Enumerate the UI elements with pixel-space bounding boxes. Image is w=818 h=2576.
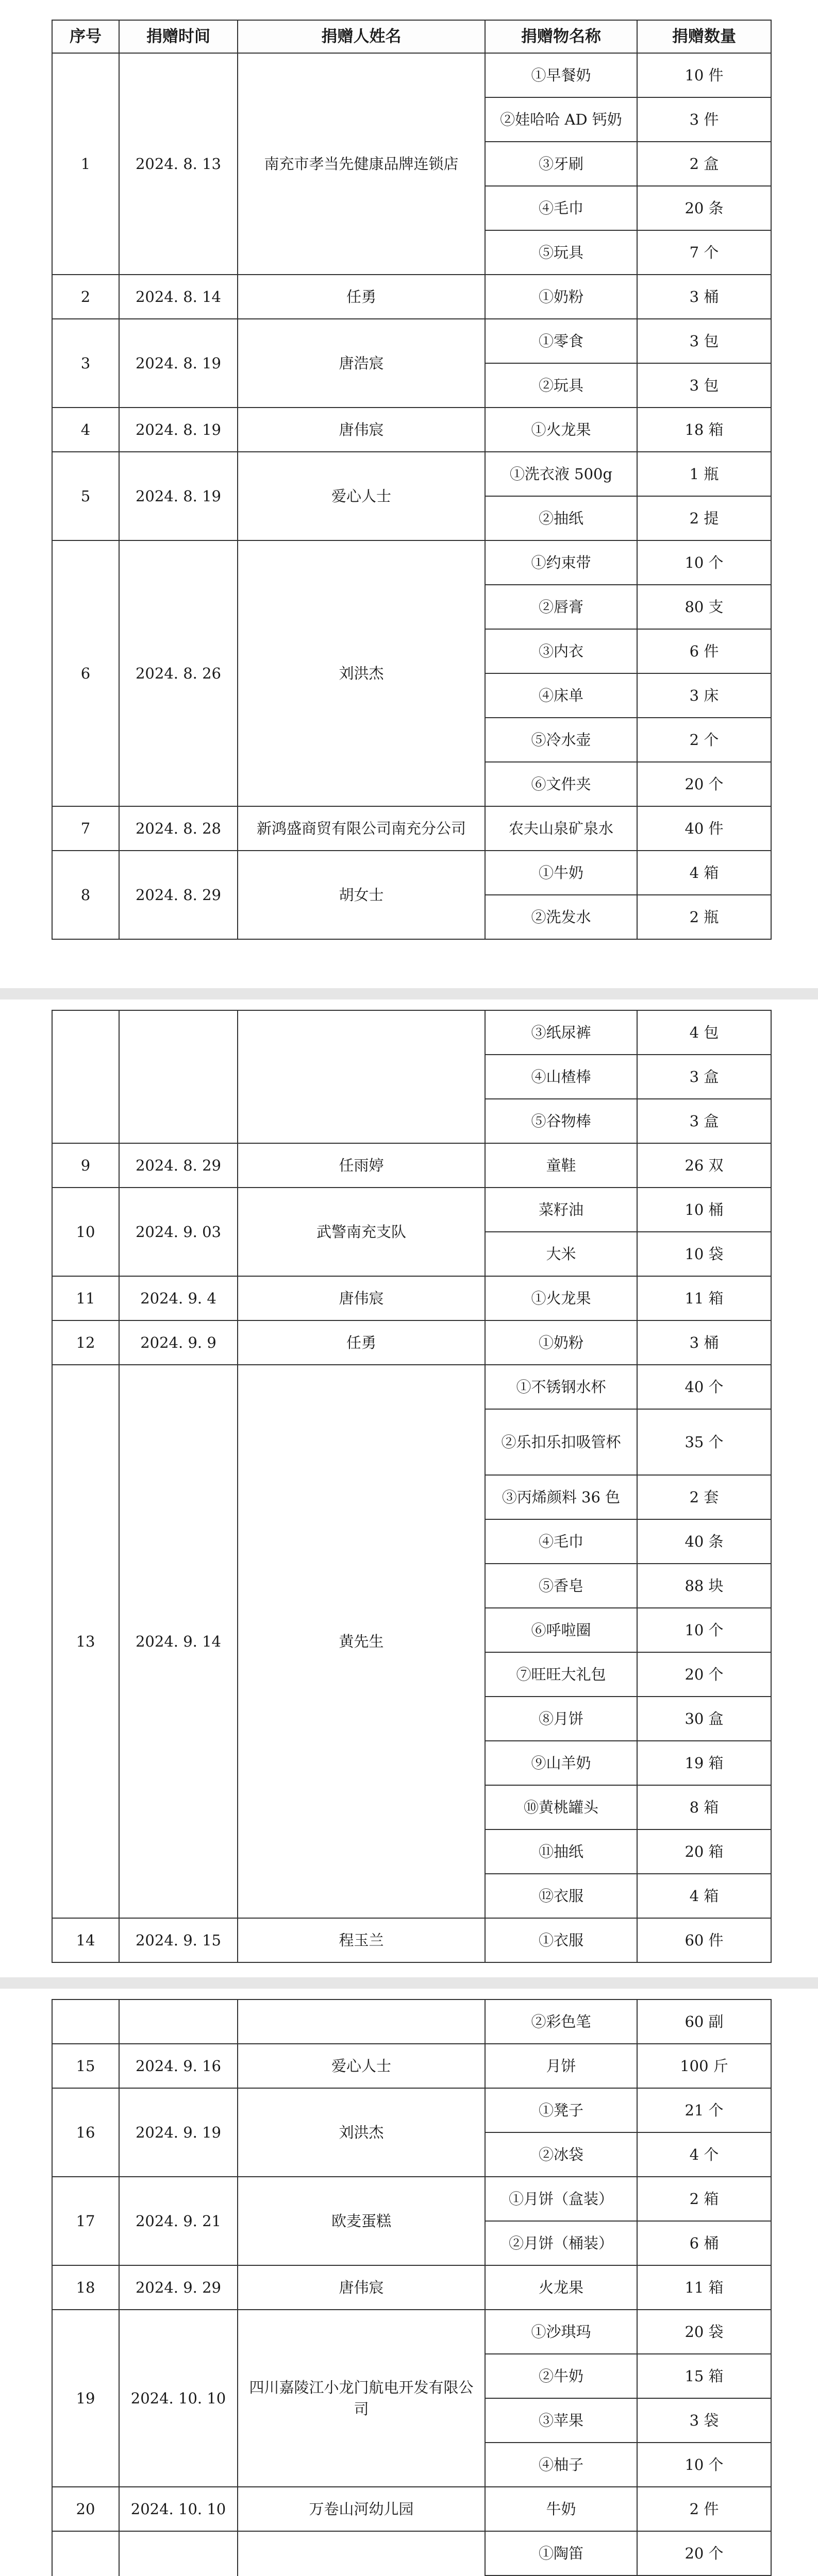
header-donor: 捐赠人姓名 <box>238 20 485 53</box>
item-name-cell: ①火龙果 <box>485 1276 637 1320</box>
item-name-cell: ②娃哈哈 AD 钙奶 <box>485 97 637 142</box>
item-qty-cell: 40 个 <box>637 1365 771 1409</box>
seq-cell <box>52 2531 119 2576</box>
donor-cell: 任勇 <box>238 275 485 319</box>
seq-cell: 11 <box>52 1276 119 1320</box>
seq-cell: 20 <box>52 2487 119 2531</box>
donor-cell <box>238 1010 485 1143</box>
item-qty-cell: 60 副 <box>637 1999 771 2044</box>
seq-cell: 15 <box>52 2044 119 2088</box>
donor-cell: 胡女士 <box>238 851 485 939</box>
seq-cell <box>52 1010 119 1143</box>
item-name-cell: ①月饼（盒装） <box>485 2177 637 2221</box>
donor-cell: 唐伟宸 <box>238 1276 485 1320</box>
donor-cell: 任雨婷 <box>238 1143 485 1188</box>
item-qty-cell: 4 包 <box>637 1010 771 1055</box>
item-name-cell: ③内衣 <box>485 629 637 673</box>
seq-cell: 8 <box>52 851 119 939</box>
item-name-cell: ①约束带 <box>485 540 637 585</box>
item-name-cell: ⑤玩具 <box>485 230 637 275</box>
date-cell <box>119 1999 238 2044</box>
table-row <box>52 275 771 319</box>
date-cell: 2024. 9. 19 <box>119 2088 238 2177</box>
donor-cell: 爱心人士 <box>238 452 485 540</box>
item-qty-cell: 20 个 <box>637 762 771 806</box>
item-qty-cell: 2 箱 <box>637 2177 771 2221</box>
donor-cell <box>238 1999 485 2044</box>
table-row <box>52 1365 771 1409</box>
date-cell: 2024. 9. 4 <box>119 1276 238 1320</box>
item-name-cell: ②牛奶 <box>485 2354 637 2398</box>
item-qty-cell: 4 箱 <box>637 1874 771 1918</box>
item-name-cell: ⑤谷物棒 <box>485 1099 637 1143</box>
item-name-cell: ①火龙果 <box>485 408 637 452</box>
item-qty-cell: 20 箱 <box>637 1829 771 1874</box>
item-qty-cell: 10 个 <box>637 1608 771 1652</box>
item-qty-cell: 100 斤 <box>637 2044 771 2088</box>
item-name-cell: 菜籽油 <box>485 1188 637 1232</box>
item-name-cell: 火龙果 <box>485 2265 637 2310</box>
donation-table-continued <box>52 1999 772 2576</box>
item-qty-cell: 10 桶 <box>637 1188 771 1232</box>
table-row <box>52 1918 771 1962</box>
seq-cell: 3 <box>52 319 119 408</box>
item-qty-cell: 3 袋 <box>637 2398 771 2443</box>
item-name-cell: ⑫衣服 <box>485 1874 637 1918</box>
item-name-cell: ⑤香皂 <box>485 1564 637 1608</box>
item-qty-cell: 20 袋 <box>637 2310 771 2354</box>
donor-cell: 唐伟宸 <box>238 2265 485 2310</box>
item-qty-cell: 21 个 <box>637 2088 771 2132</box>
item-name-cell: ②冰袋 <box>485 2132 637 2177</box>
date-cell: 2024. 8. 19 <box>119 319 238 408</box>
date-cell <box>119 2531 238 2576</box>
seq-cell: 1 <box>52 53 119 275</box>
item-qty-cell: 1 瓶 <box>637 452 771 496</box>
section-1-body <box>52 53 771 939</box>
seq-cell: 12 <box>52 1320 119 1365</box>
seq-cell: 9 <box>52 1143 119 1188</box>
table-row <box>52 2088 771 2132</box>
section-2-body <box>52 1010 771 1962</box>
date-cell: 2024. 8. 29 <box>119 1143 238 1188</box>
date-cell: 2024. 9. 16 <box>119 2044 238 2088</box>
item-qty-cell: 6 桶 <box>637 2221 771 2265</box>
seq-cell: 17 <box>52 2177 119 2265</box>
date-cell: 2024. 8. 13 <box>119 53 238 275</box>
item-qty-cell: 3 包 <box>637 319 771 363</box>
item-qty-cell: 60 件 <box>637 1918 771 1962</box>
seq-cell: 19 <box>52 2310 119 2487</box>
item-name-cell: ④山楂棒 <box>485 1055 637 1099</box>
item-qty-cell: 2 瓶 <box>637 895 771 939</box>
item-qty-cell: 3 桶 <box>637 275 771 319</box>
item-qty-cell: 10 袋 <box>637 1232 771 1276</box>
item-qty-cell: 3 床 <box>637 673 771 718</box>
table-row <box>52 1010 771 1055</box>
item-name-cell: ②乐扣乐扣吸管杯 <box>485 1409 637 1475</box>
donor-cell: 万卷山河幼儿园 <box>238 2487 485 2531</box>
seq-cell: 6 <box>52 540 119 806</box>
table-row <box>52 851 771 895</box>
donor-cell: 唐伟宸 <box>238 408 485 452</box>
item-qty-cell: 2 件 <box>637 2487 771 2531</box>
item-name-cell: ②彩色笔 <box>485 1999 637 2044</box>
item-qty-cell: 35 个 <box>637 1409 771 1475</box>
seq-cell: 18 <box>52 2265 119 2310</box>
item-name-cell: ⑩黄桃罐头 <box>485 1785 637 1829</box>
item-qty-cell: 2 提 <box>637 496 771 540</box>
donor-cell: 任勇 <box>238 1320 485 1365</box>
item-qty-cell: 19 箱 <box>637 1741 771 1785</box>
date-cell: 2024. 9. 15 <box>119 1918 238 1962</box>
table-row <box>52 1320 771 1365</box>
header-item: 捐赠物名称 <box>485 20 637 53</box>
item-name-cell: ③苹果 <box>485 2398 637 2443</box>
item-qty-cell: 40 件 <box>637 806 771 851</box>
item-qty-cell: 80 支 <box>637 585 771 629</box>
donor-cell: 程玉兰 <box>238 1918 485 1962</box>
seq-cell: 7 <box>52 806 119 851</box>
donor-cell: 四川嘉陵江小龙门航电开发有限公司 <box>238 2310 485 2487</box>
item-name-cell: ①零食 <box>485 319 637 363</box>
item-qty-cell: 11 箱 <box>637 1276 771 1320</box>
seq-cell: 16 <box>52 2088 119 2177</box>
item-name-cell: 童鞋 <box>485 1143 637 1188</box>
table-row <box>52 2310 771 2354</box>
item-qty-cell: 3 件 <box>637 97 771 142</box>
item-qty-cell: 20 条 <box>637 186 771 230</box>
item-name-cell: ①不锈钢水杯 <box>485 1365 637 1409</box>
header-seq: 序号 <box>52 20 119 53</box>
item-qty-cell: 2 盒 <box>637 142 771 186</box>
item-name-cell: 大米 <box>485 1232 637 1276</box>
item-name-cell: ②月饼（桶装） <box>485 2221 637 2265</box>
table-row <box>52 1999 771 2044</box>
item-name-cell: 月饼 <box>485 2044 637 2088</box>
table-row <box>52 408 771 452</box>
seq-cell <box>52 1999 119 2044</box>
item-name-cell: ①陶笛 <box>485 2531 637 2575</box>
header-qty: 捐赠数量 <box>637 20 771 53</box>
table-row <box>52 806 771 851</box>
item-name-cell: 农夫山泉矿泉水 <box>485 806 637 851</box>
item-qty-cell: 40 条 <box>637 1519 771 1564</box>
item-qty-cell: 30 盒 <box>637 1697 771 1741</box>
seq-cell: 2 <box>52 275 119 319</box>
section-3-body <box>52 1999 771 2576</box>
item-name-cell: ③纸尿裤 <box>485 1010 637 1055</box>
item-qty-cell: 2 套 <box>637 1475 771 1519</box>
item-qty-cell: 10 个 <box>637 540 771 585</box>
donor-cell: 刘洪杰 <box>238 2088 485 2177</box>
item-name-cell: ②玩具 <box>485 363 637 408</box>
donor-cell: 唐浩宸 <box>238 319 485 408</box>
item-name-cell: ④床单 <box>485 673 637 718</box>
donor-cell: 黄先生 <box>238 1365 485 1918</box>
item-name-cell: ⑧月饼 <box>485 1697 637 1741</box>
table-row <box>52 1276 771 1320</box>
item-name-cell: ②唇膏 <box>485 585 637 629</box>
item-name-cell: ①早餐奶 <box>485 53 637 97</box>
item-qty-cell: 15 箱 <box>637 2354 771 2398</box>
table-row <box>52 2177 771 2221</box>
date-cell: 2024. 8. 19 <box>119 452 238 540</box>
date-cell: 2024. 8. 29 <box>119 851 238 939</box>
donation-table <box>52 20 772 940</box>
item-name-cell: ④毛巾 <box>485 1519 637 1564</box>
date-cell: 2024. 9. 21 <box>119 2177 238 2265</box>
item-name-cell: ⑥呼啦圈 <box>485 1608 637 1652</box>
item-name-cell: ⑤冷水壶 <box>485 718 637 762</box>
item-qty-cell: 88 块 <box>637 1564 771 1608</box>
item-qty-cell: 8 箱 <box>637 1785 771 1829</box>
seq-cell: 4 <box>52 408 119 452</box>
donor-cell: 武警南充支队 <box>238 1188 485 1276</box>
item-qty-cell: 20 个 <box>637 2531 771 2575</box>
table-row <box>52 1188 771 1232</box>
date-cell: 2024. 9. 03 <box>119 1188 238 1276</box>
date-cell: 2024. 8. 14 <box>119 275 238 319</box>
donation-table-continued <box>52 1010 772 1963</box>
date-cell: 2024. 8. 19 <box>119 408 238 452</box>
seq-cell: 5 <box>52 452 119 540</box>
item-name-cell: ⑪抽纸 <box>485 1829 637 1874</box>
item-name-cell: ①牛奶 <box>485 851 637 895</box>
donor-cell <box>238 2531 485 2576</box>
item-qty-cell: 3 盒 <box>637 1055 771 1099</box>
table-row <box>52 452 771 496</box>
item-name-cell: ⑥文件夹 <box>485 762 637 806</box>
donor-cell: 南充市孝当先健康品牌连锁店 <box>238 53 485 275</box>
item-name-cell: ④柚子 <box>485 2443 637 2487</box>
item-qty-cell: 3 桶 <box>637 1320 771 1365</box>
table-row <box>52 2044 771 2088</box>
header-time: 捐赠时间 <box>119 20 238 53</box>
item-qty-cell: 4 箱 <box>637 851 771 895</box>
date-cell: 2024. 9. 14 <box>119 1365 238 1918</box>
date-cell <box>119 1010 238 1143</box>
date-cell: 2024. 8. 26 <box>119 540 238 806</box>
seq-cell: 14 <box>52 1918 119 1962</box>
date-cell: 2024. 10. 10 <box>119 2487 238 2531</box>
item-qty-cell: 11 箱 <box>637 2265 771 2310</box>
item-name-cell: 牛奶 <box>485 2487 637 2531</box>
seq-cell: 13 <box>52 1365 119 1918</box>
item-qty-cell: 10 件 <box>637 53 771 97</box>
item-name-cell: ②洗发水 <box>485 895 637 939</box>
table-row <box>52 2531 771 2575</box>
date-cell: 2024. 8. 28 <box>119 806 238 851</box>
seq-cell: 10 <box>52 1188 119 1276</box>
item-qty-cell: 2 个 <box>637 718 771 762</box>
date-cell: 2024. 10. 10 <box>119 2310 238 2487</box>
item-name-cell: ⑦旺旺大礼包 <box>485 1652 637 1697</box>
page-gap <box>0 1977 818 1989</box>
item-qty-cell: 3 包 <box>637 363 771 408</box>
table-row <box>52 2265 771 2310</box>
item-qty-cell: 20 个 <box>637 1652 771 1697</box>
item-name-cell: ①沙琪玛 <box>485 2310 637 2354</box>
donor-cell: 欧麦蛋糕 <box>238 2177 485 2265</box>
table-row <box>52 540 771 585</box>
donor-cell: 爱心人士 <box>238 2044 485 2088</box>
header-row <box>52 20 771 53</box>
item-name-cell: ①凳子 <box>485 2088 637 2132</box>
item-qty-cell: 10 个 <box>637 2443 771 2487</box>
item-qty-cell: 7 个 <box>637 230 771 275</box>
item-name-cell: ③丙烯颜料 36 色 <box>485 1475 637 1519</box>
donor-cell: 新鸿盛商贸有限公司南充分公司 <box>238 806 485 851</box>
item-qty-cell: 18 箱 <box>637 408 771 452</box>
item-name-cell: ①奶粉 <box>485 275 637 319</box>
page-gap <box>0 988 818 999</box>
item-qty-cell: 6 件 <box>637 629 771 673</box>
date-cell: 2024. 9. 9 <box>119 1320 238 1365</box>
item-name-cell: ③牙刷 <box>485 142 637 186</box>
table-row <box>52 53 771 97</box>
item-name-cell: ①衣服 <box>485 1918 637 1962</box>
item-name-cell: ②抽纸 <box>485 496 637 540</box>
table-row <box>52 2487 771 2531</box>
item-qty-cell: 4 个 <box>637 2132 771 2177</box>
donor-cell: 刘洪杰 <box>238 540 485 806</box>
item-name-cell: ①洗衣液 500g <box>485 452 637 496</box>
table-row <box>52 1143 771 1188</box>
table-row <box>52 319 771 363</box>
item-qty-cell: 26 双 <box>637 1143 771 1188</box>
item-qty-cell: 3 盒 <box>637 1099 771 1143</box>
item-name-cell: ⑨山羊奶 <box>485 1741 637 1785</box>
item-name-cell: ①奶粉 <box>485 1320 637 1365</box>
date-cell: 2024. 9. 29 <box>119 2265 238 2310</box>
item-name-cell: ④毛巾 <box>485 186 637 230</box>
